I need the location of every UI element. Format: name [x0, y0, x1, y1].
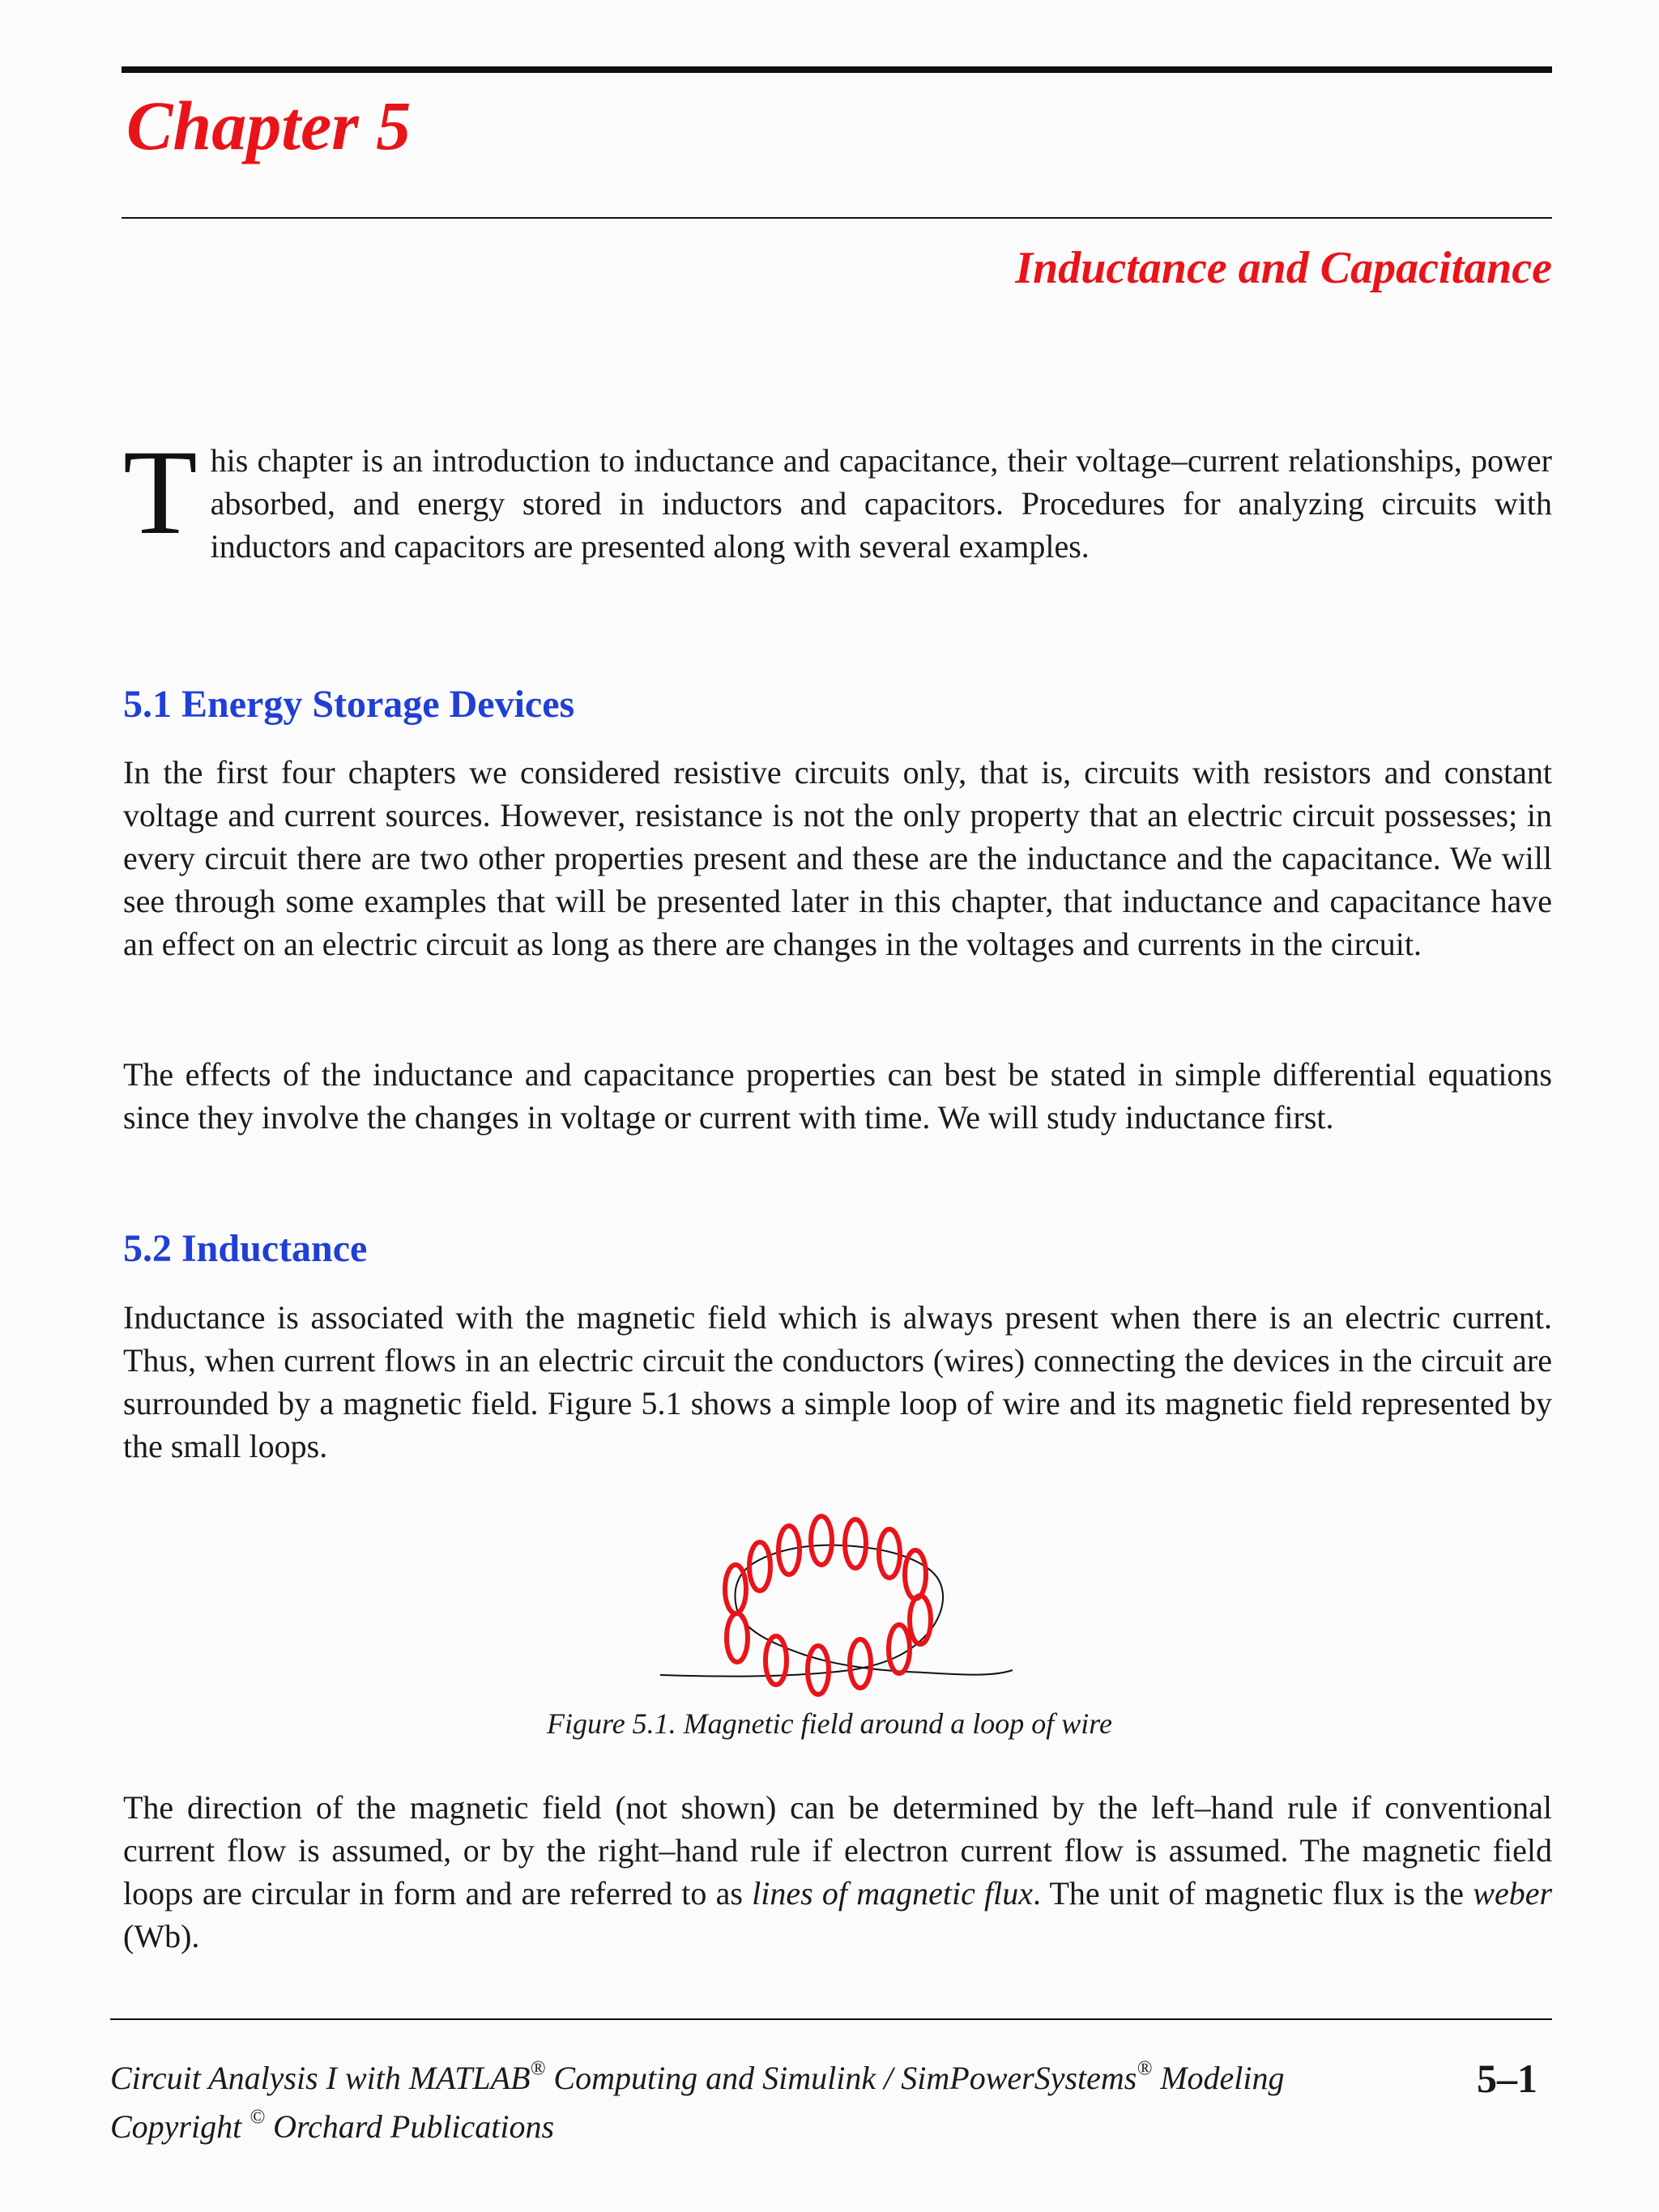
flux-loop — [778, 1526, 800, 1575]
text-segment: The direction of the magnetic field (not shown) can be determined by the left–hand rule if conventional current flow is assumed, or by the right–hand rule if electron current flow is assumed. The magnetic field loops are circular in form and are referred to as — [123, 1789, 1552, 1912]
intro-text: his chapter is an introduction to inductance and capacitance, their voltage–current relationships, power absorbed, and energy stored in inductors and capacitors. Procedures for analyzing circuits with inductors and capacitors are presented along with several examples. — [210, 442, 1552, 565]
footer-book-title — [110, 2057, 1285, 2099]
chapter-rule — [122, 217, 1552, 219]
intro-paragraph — [123, 425, 1552, 568]
wire-path — [660, 1545, 1013, 1677]
page-number: 5–1 — [1477, 2056, 1537, 2101]
term-lines-of-magnetic-flux: lines of magnetic flux — [752, 1875, 1034, 1912]
book-title-part: Circuit Analysis I with MATLAB — [110, 2060, 531, 2096]
flux-loop — [845, 1519, 866, 1568]
loop-diagram — [648, 1490, 1037, 1701]
paragraph: Inductance is associated with the magnetic field which is always present when there is an electric current. Thus, when current flows in an electric circuit the conductors (wires) connecting the devices in the circuit are surrounded by a magnetic field. Figure 5.1 shows a simple loop of wire and its magnetic field represented by the small loops. — [123, 1299, 1552, 1464]
text-segment: . The unit of magnetic flux is the — [1033, 1875, 1473, 1912]
chapter-title: Inductance and Capacitance — [1015, 243, 1552, 293]
book-title-part: Computing and Simulink / SimPowerSystems — [545, 2060, 1137, 2096]
chapter-label: Chapter 5 — [126, 87, 412, 164]
copyright-label: Copyright — [110, 2108, 250, 2145]
flux-loop — [910, 1596, 931, 1644]
text-segment: (Wb). — [123, 1918, 200, 1954]
top-rule — [122, 66, 1552, 73]
publisher-name: Orchard Publications — [265, 2108, 555, 2145]
section-heading-energy-storage: 5.1 Energy Storage Devices — [123, 683, 575, 726]
figure-magnetic-field — [648, 1490, 1037, 1701]
term-weber: weber — [1473, 1875, 1553, 1912]
paragraph: In the first four chapters we considered resistive circuits only, that is, circuits with resistors and constant voltage and current sources. However, resistance is not the only property that an electric circuit possesses; in every circuit there are two other properties present and these are the inductance and the capacitance. We will see through some examples that will be presented later in this chapter, that inductance and capacitance have an effect on an electric circuit as long as there are changes in the voltages and currents in the circuit. — [123, 754, 1552, 962]
book-title-part: Modeling — [1152, 2060, 1285, 2096]
footer-copyright — [110, 2106, 554, 2148]
drop-cap: T — [123, 425, 198, 560]
flux-loop — [850, 1639, 871, 1688]
footer-rule — [110, 2018, 1552, 2020]
paragraph: The effects of the inductance and capacitance properties can best be stated in simple differential equations since they involve the changes in voltage or current with time. We will study inductance first. — [123, 1056, 1552, 1136]
copyright-mark: © — [249, 2106, 266, 2129]
registered-mark: ® — [530, 2057, 546, 2080]
flux-loop — [905, 1550, 926, 1599]
paragraph — [123, 1786, 1552, 1958]
flux-loop — [808, 1646, 829, 1694]
flux-loop — [889, 1625, 910, 1673]
section-heading-inductance: 5.2 Inductance — [123, 1227, 368, 1270]
registered-mark: ® — [1137, 2057, 1153, 2080]
flux-loop — [749, 1542, 770, 1591]
flux-loop — [811, 1516, 832, 1565]
figure-caption: Figure 5.1. Magnetic field around a loop of wire — [547, 1707, 1112, 1740]
flux-loop — [727, 1613, 748, 1662]
